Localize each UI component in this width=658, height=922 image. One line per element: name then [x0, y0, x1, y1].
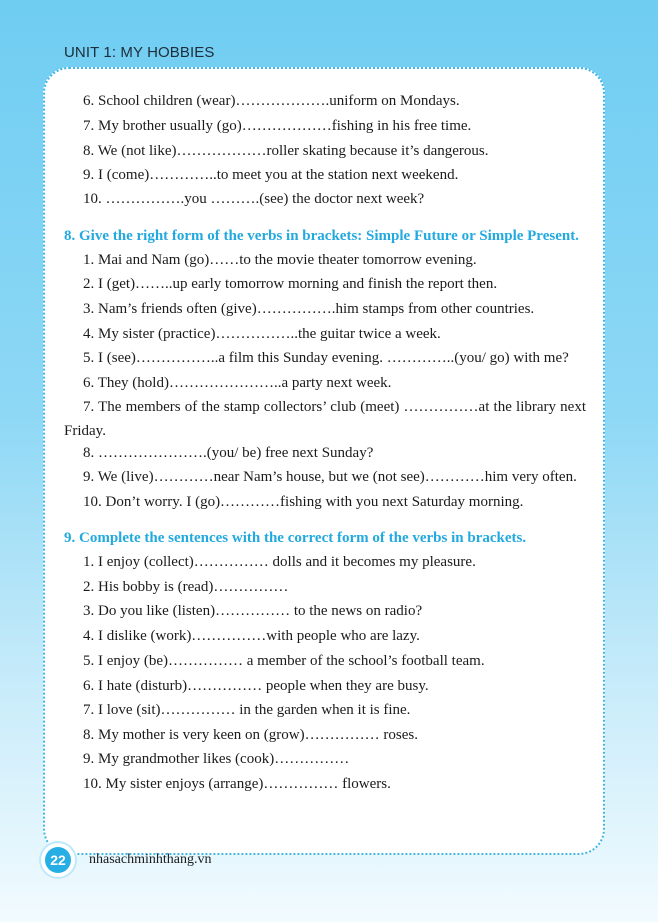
exercise-item: 2. I (get)……..up early tomorrow morning and finish the report then. [83, 276, 498, 292]
exercise-item: 3. Nam’s friends often (give)…………….him stamps from other countries. [83, 301, 535, 317]
publisher-website: nhasachminhthang.vn [89, 852, 212, 867]
exercise-item: 4. I dislike (work)……………with people who are lazy. [83, 628, 420, 644]
exercise-item-wrapped: 7. The members of the stamp collectors’ club (meet) ……………at the library next Friday. [64, 399, 586, 439]
exercise-item: 4. My sister (practice)……………..the guitar twice a week. [83, 326, 441, 342]
exercise-item: 6. School children (wear)……………….uniform on Mondays. [83, 93, 460, 109]
section-9-heading: 9. Complete the sentences with the correct form of the verbs in brackets. [64, 530, 527, 546]
exercise-item: 7. My brother usually (go)………………fishing in his free time. [83, 118, 472, 134]
exercise-item: 1. Mai and Nam (go)……to the movie theater tomorrow evening. [83, 252, 477, 268]
exercise-item: 10. …………….you ……….(see) the doctor next week? [83, 191, 425, 207]
exercise-item: 9. My grandmother likes (cook)…………… [83, 751, 350, 767]
page-number: 22 [45, 847, 71, 873]
exercise-item: 2. His bobby is (read)…………… [83, 579, 289, 595]
exercise-item: 5. I enjoy (be)…………… a member of the school’s football team. [83, 653, 485, 669]
unit-title: UNIT 1: MY HOBBIES [64, 44, 215, 61]
exercise-item: 9. I (come)…………..to meet you at the station next weekend. [83, 167, 459, 183]
exercise-item: 8. We (not like)………………roller skating because it’s dangerous. [83, 143, 489, 159]
section-8-heading: 8. Give the right form of the verbs in brackets: Simple Future or Simple Present. [64, 228, 579, 244]
exercise-item: 5. I (see)……………..a film this Sunday evening. …………..(you/ go) with me? [83, 350, 569, 366]
exercise-item: 10. Don’t worry. I (go)…………fishing with you next Saturday morning. [83, 494, 524, 510]
exercise-item: 7. I love (sit)…………… in the garden when it is fine. [83, 702, 411, 718]
exercise-item: 1. I enjoy (collect)…………… dolls and it becomes my pleasure. [83, 554, 476, 570]
exercise-item: 6. I hate (disturb)…………… people when they are busy. [83, 678, 429, 694]
exercise-item: 3. Do you like (listen)…………… to the news on radio? [83, 603, 423, 619]
exercise-item: 8. My mother is very keen on (grow)…………… roses. [83, 727, 418, 743]
exercise-item: 10. My sister enjoys (arrange)…………… flowers. [83, 776, 391, 792]
exercise-item: 8. ………………….(you/ be) free next Sunday? [83, 445, 374, 461]
exercise-item: 6. They (hold)…………………..a party next week. [83, 375, 392, 391]
exercise-item: 9. We (live)…………near Nam’s house, but we (not see)…………him very often. [83, 469, 577, 485]
